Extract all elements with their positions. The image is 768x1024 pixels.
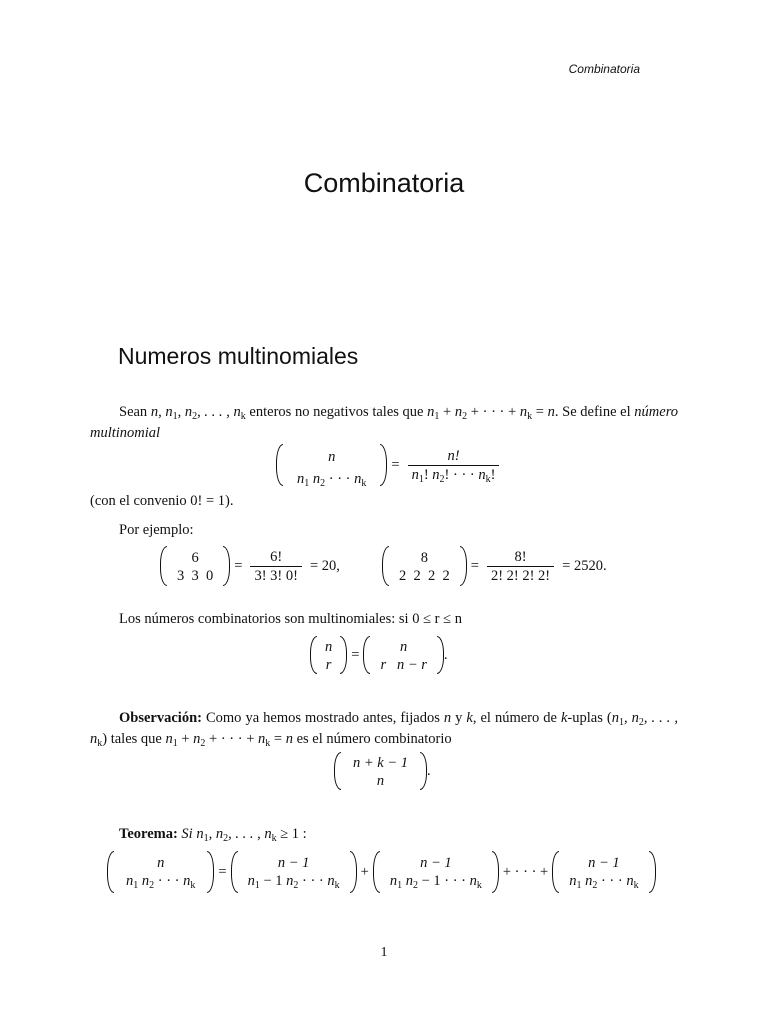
running-header: Combinatoria (568, 62, 640, 76)
equation-combinatorial-number: n + k − 1 n . (334, 752, 431, 790)
paragraph-theorem: Teorema: Si $n_1$, $n_2$, . . . , $n_k \ge 1$ : (119, 826, 307, 844)
multinomial-bracket: n $n_1$ $n_2$ · · · $n_k$ (276, 444, 387, 486)
equation-example-2: 8 2 2 2 2 = $\frac{8!}{2! 2! 2! 2!}$ = 2520. (382, 546, 611, 586)
section-heading: Numeros multinomiales (118, 343, 359, 369)
equation-theorem-recursion: n $n_1$ $n_2$ · · · $n_k$ = n − 1 $n_1 - 1$ $n_2$ · · · $n_k$ + n − 1 $n_1$ $n_2 - 1$ · · · $n_k$ + · · · + n − 1 $n_1$ $n_2$ · · · $n_k$ (107, 851, 656, 893)
paragraph-example-intro: Por ejemplo: (119, 522, 194, 538)
paragraph-observation: Observación: Como ya hemos mostrado antes, fijados n y k, el número de k-uplas ($n_1$, $n_2$, . . . , $n_k$) tales que $n_1 + n_2$ + · · · + $n_k = n$ es el número combinatorio (90, 710, 679, 749)
page-title: Combinatoria (303, 168, 465, 198)
paragraph-combinatorial: Los números combinatorios son multinomiales: si 0 ≤ r ≤ n (119, 611, 462, 627)
fraction: $\frac{n!}{n_1! n_2! \cdot \cdot \cdot n_k!}$ (408, 448, 500, 483)
equation-multinomial-definition: n $n_1$ $n_2$ · · · $n_k$ = $\frac{n!}{n_1! n_2! \cdot \cdot \cdot n_k!}$ (276, 444, 503, 486)
paragraph-convention: (con el convenio 0! = 1). (90, 493, 234, 509)
term-multinomial: número multinomial (90, 404, 679, 441)
paragraph-definition: Sean n, $n_1$, $n_2$, . . . , $n_k$ enteros no negativos tales que $n_1 + n_2$ + · · · + $n_k = n$. Se define el número multinomial (90, 404, 679, 441)
equation-example-1: 6 3 3 0 = $\frac{6!}{3! 3! 0!}$ = 20, (160, 546, 344, 586)
page-number: 1 (380, 945, 388, 960)
equation-binomial-symmetry: n r = n r n − r . (310, 636, 448, 674)
